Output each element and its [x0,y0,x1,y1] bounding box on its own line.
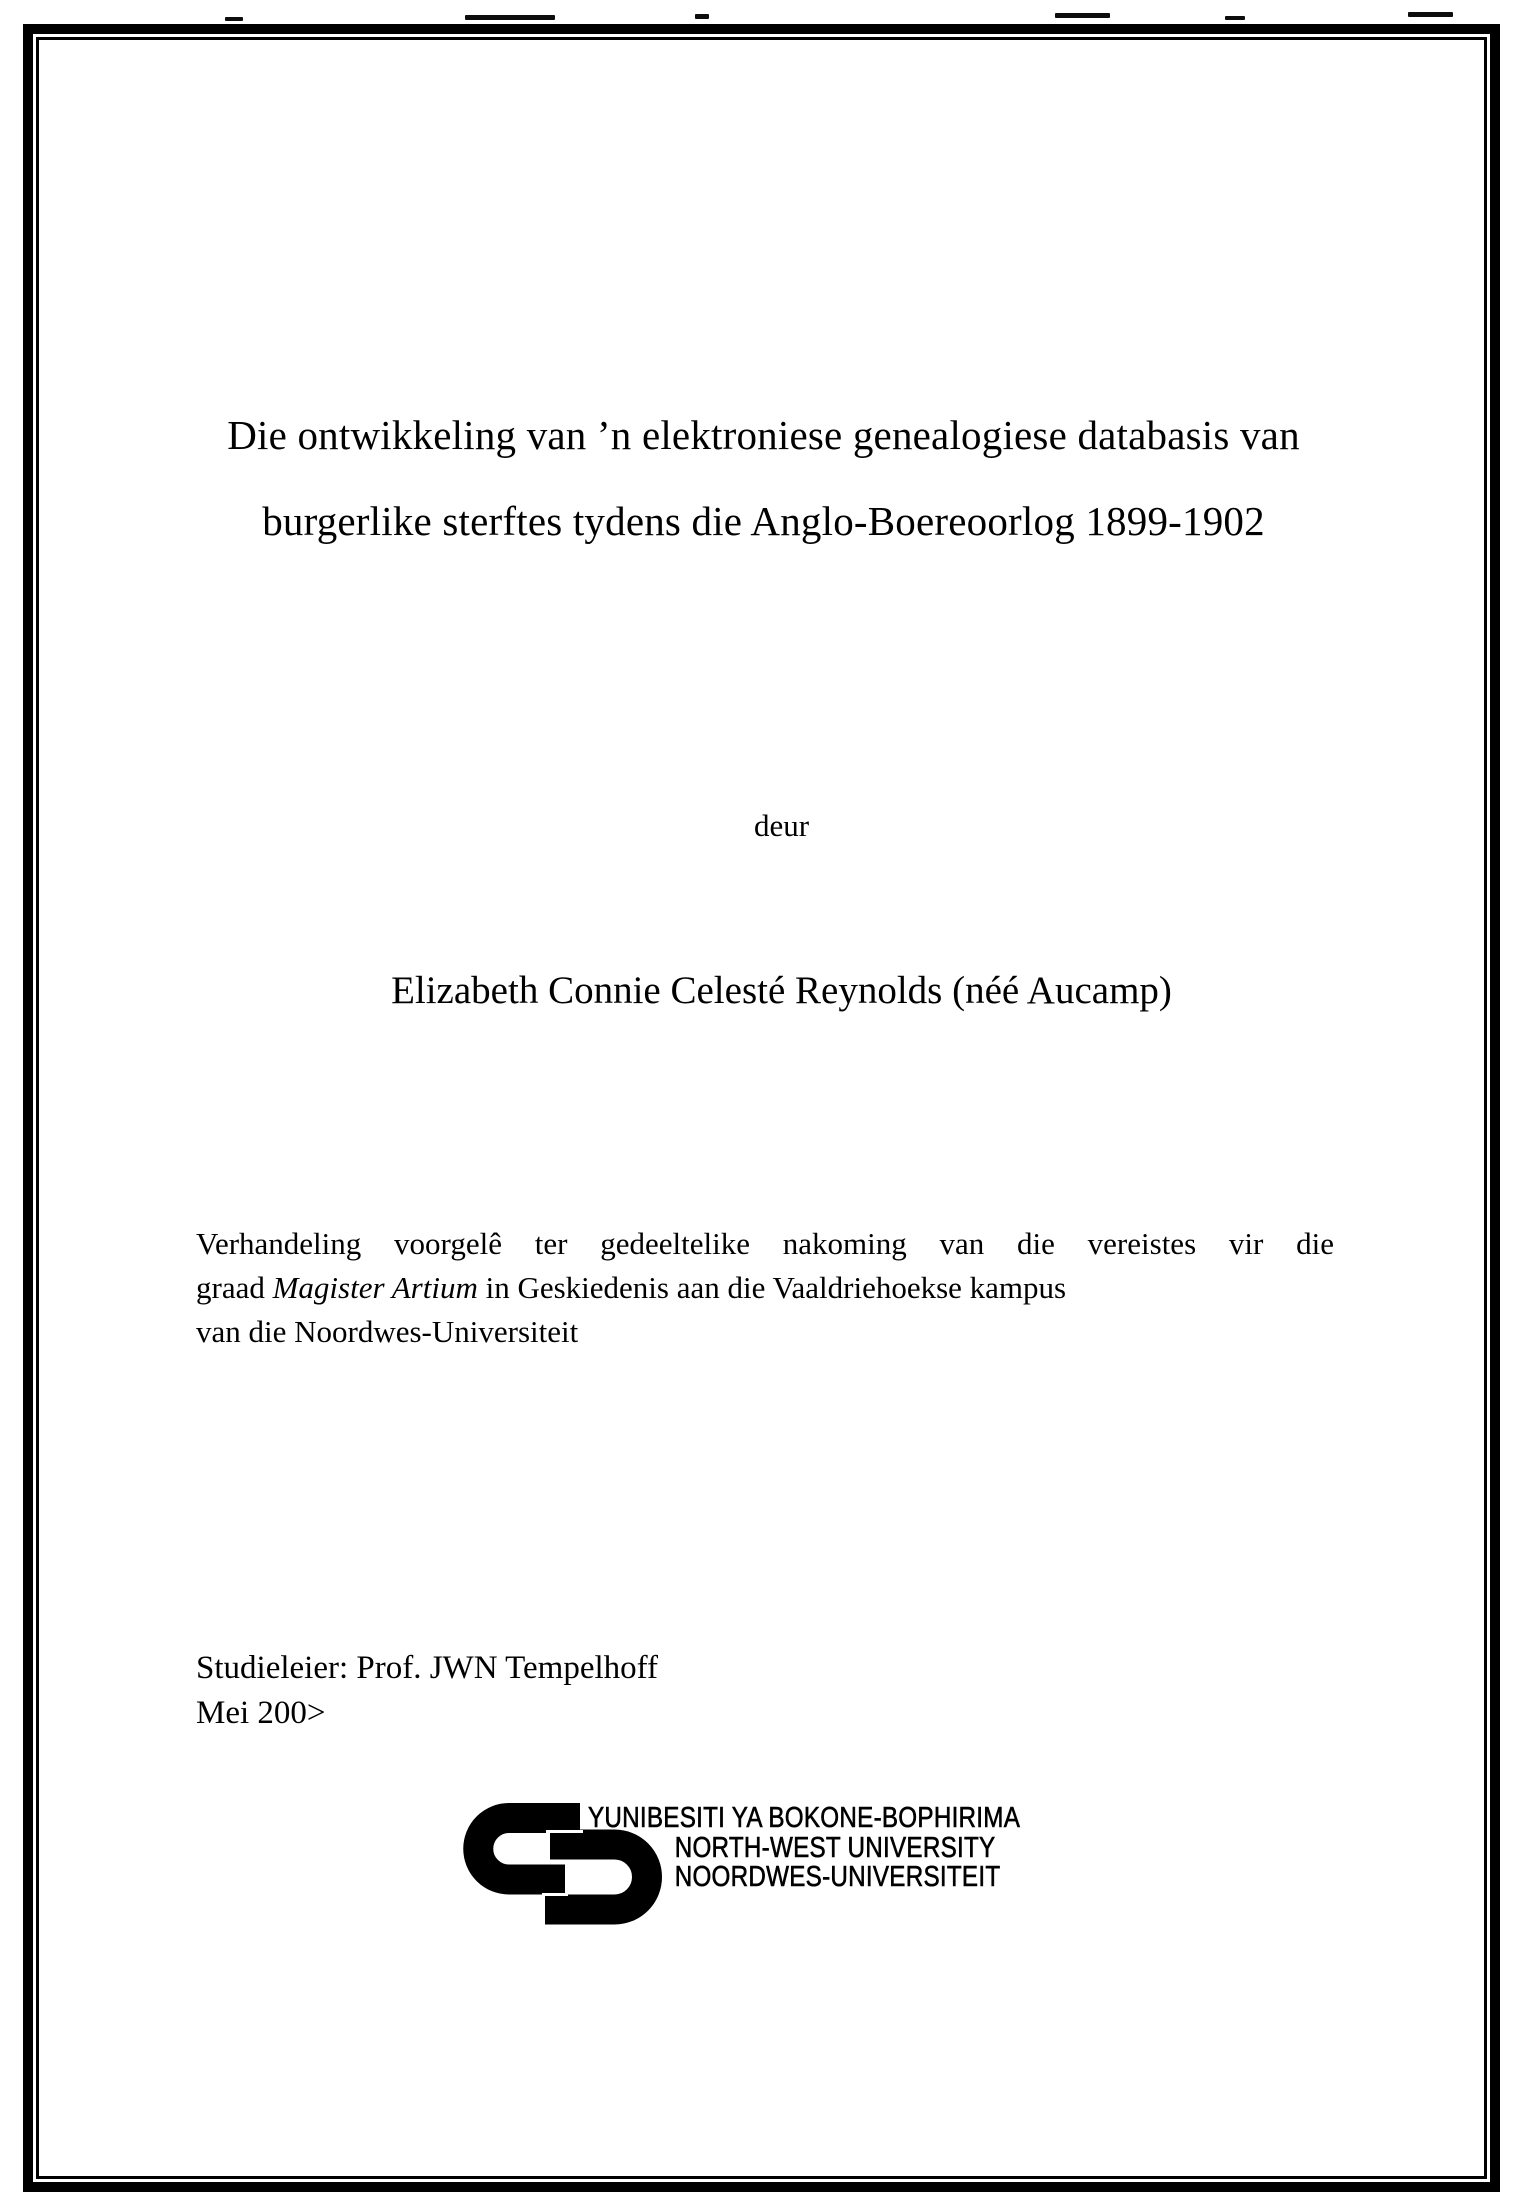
supervisor-line: Studieleier: Prof. JWN Tempelhoff [196,1650,659,1686]
thesis-title-line-2: burgerlike sterftes tydens die Anglo-Boereoorlog 1899-1902 [262,498,1265,544]
scan-artifact [695,14,709,19]
statement-line-1: Verhandeling voorgelê ter gedeeltelike nakoming van die vereistes vir die [196,1226,1334,1261]
statement-line-2-prefix: graad [196,1270,273,1305]
scan-artifact [465,15,555,20]
logo-text-line-1: YUNIBESITI YA BOKONE-BOPHIRIMA [588,1802,1021,1834]
scan-artifact [1408,12,1453,17]
statement-line-2-suffix: in Geskiedenis aan die Vaaldriehoekse kampus [477,1270,1067,1305]
scan-artifact [1225,16,1245,20]
thesis-title-line-1: Die ontwikkeling van ’n elektroniese genealogiese databasis van [227,412,1300,458]
university-logo-text [588,1804,1020,1893]
logo-text-line-3: NOORDWES-UNIVERSITEIT [674,1861,1001,1893]
scan-artifact [1055,13,1110,18]
thesis-statement [196,1222,1334,1354]
statement-line-3: van die Noordwes-Universiteit [196,1314,579,1349]
degree-name-italic: Magister Artium [272,1270,478,1305]
scan-artifact [225,17,243,21]
supervisor-block [196,1646,658,1736]
logo-text-line-2: NORTH-WEST UNIVERSITY [674,1831,996,1864]
thesis-title [95,392,1432,564]
byline-label: deur [753,808,810,843]
statement-line-2 [196,1266,1334,1310]
author-name: Elizabeth Connie Celesté Reynolds (néé Aucamp) [391,969,1172,1012]
date-line: Mei 200> [196,1695,326,1731]
